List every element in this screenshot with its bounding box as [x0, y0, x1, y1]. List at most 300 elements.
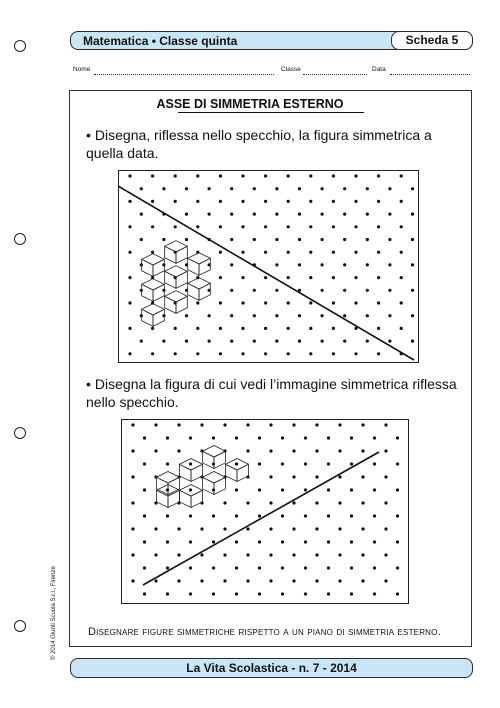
cube-face — [153, 284, 164, 301]
grid-dot — [189, 462, 192, 465]
grid-dot — [321, 213, 324, 216]
grid-dot — [292, 579, 295, 582]
grid-dot — [350, 436, 353, 439]
grid-dot — [366, 289, 369, 292]
grid-dot — [235, 488, 238, 491]
grid-dot — [304, 540, 307, 543]
mirror-axis-2 — [143, 452, 379, 585]
cube-face — [142, 309, 153, 326]
grid-dot — [388, 340, 391, 343]
grid-dot — [151, 352, 154, 355]
grid-dot — [196, 225, 199, 228]
cube-face — [142, 254, 165, 265]
grid-dot — [162, 289, 165, 292]
grid-dot — [166, 488, 169, 491]
cube-face — [153, 259, 164, 276]
grid-dot — [258, 592, 261, 595]
grid-dot — [131, 449, 134, 452]
grid-dot — [411, 187, 414, 190]
grid-dot — [384, 501, 387, 504]
cube-face — [153, 309, 164, 326]
cube-face — [188, 278, 211, 289]
grid-dot — [131, 423, 134, 426]
grid-dot — [332, 200, 335, 203]
grid-dot — [223, 579, 226, 582]
grid-dot — [411, 340, 414, 343]
grid-dot — [151, 225, 154, 228]
grid-dot — [309, 327, 312, 330]
dot-grid-2[interactable] — [121, 419, 409, 604]
cube-face — [176, 271, 187, 288]
grid-2-border — [122, 420, 409, 604]
grid-dot — [235, 592, 238, 595]
punch-hole — [14, 40, 26, 52]
grid-dot — [253, 213, 256, 216]
name-field[interactable] — [94, 74, 274, 75]
grid-dot — [264, 225, 267, 228]
grid-dot — [366, 263, 369, 266]
grid-dot — [212, 436, 215, 439]
grid-dot — [338, 553, 341, 556]
punch-hole — [14, 620, 26, 632]
grid-dot — [166, 462, 169, 465]
grid-dot — [219, 327, 222, 330]
grid-dot — [212, 566, 215, 569]
grid-dot — [388, 263, 391, 266]
grid-dot — [377, 301, 380, 304]
grid-dot — [200, 423, 203, 426]
grid-dot — [361, 423, 364, 426]
grid-dot — [281, 488, 284, 491]
grid-dot — [223, 527, 226, 530]
grid-dot — [143, 514, 146, 517]
grid-dot — [177, 449, 180, 452]
grid-dot — [189, 540, 192, 543]
grid-dot — [269, 553, 272, 556]
instruction-2 — [86, 375, 466, 411]
grid-dot — [140, 314, 143, 317]
grid-dot — [196, 352, 199, 355]
cube-face — [165, 266, 188, 277]
grid-dot — [373, 566, 376, 569]
grid-dot — [396, 436, 399, 439]
grid-dot — [208, 314, 211, 317]
grid-dot — [384, 423, 387, 426]
grid-dot — [343, 263, 346, 266]
grid-dot — [235, 436, 238, 439]
grid-dot — [166, 592, 169, 595]
grid-dot — [411, 263, 414, 266]
grid-dot — [343, 289, 346, 292]
grid-dot — [196, 200, 199, 203]
grid-dot — [304, 566, 307, 569]
cube-face — [237, 464, 249, 481]
grid-dot — [298, 187, 301, 190]
grid-dot — [166, 540, 169, 543]
grid-dot — [343, 213, 346, 216]
grid-dot — [154, 449, 157, 452]
instruction-1 — [86, 126, 466, 162]
grid-dot — [177, 527, 180, 530]
grid-dot — [292, 449, 295, 452]
grid-dot — [241, 225, 244, 228]
grid-dot — [230, 314, 233, 317]
grid-dot — [388, 289, 391, 292]
grid-dot — [212, 514, 215, 517]
grid-dot — [354, 225, 357, 228]
grid-dot — [235, 462, 238, 465]
cube-face — [199, 258, 210, 275]
grid-dot — [384, 553, 387, 556]
cube-face — [214, 477, 226, 494]
grid-dot — [350, 540, 353, 543]
dot-grid-1[interactable] — [118, 170, 419, 363]
cube-face — [157, 477, 169, 494]
exercise-title: ASSE DI SIMMETRIA ESTERNO — [156, 97, 344, 111]
grid-dot — [185, 213, 188, 216]
grid-dot — [264, 174, 267, 177]
grid-dot — [350, 488, 353, 491]
grid-dot — [219, 276, 222, 279]
grid-dot — [177, 423, 180, 426]
grid-dot — [343, 340, 346, 343]
grid-dot — [315, 501, 318, 504]
grid-dot — [388, 238, 391, 241]
grid-dot — [321, 187, 324, 190]
grid-dot — [275, 340, 278, 343]
grid-dot — [166, 514, 169, 517]
grid-dot — [396, 514, 399, 517]
grid-dot — [388, 314, 391, 317]
grid-dot — [246, 527, 249, 530]
grid-dot — [269, 501, 272, 504]
grid-dot — [196, 327, 199, 330]
grid-dot — [361, 475, 364, 478]
grid-dot — [253, 289, 256, 292]
grid-dot — [162, 187, 165, 190]
grid-dot — [185, 187, 188, 190]
grid-dot — [327, 592, 330, 595]
grid-dot — [384, 579, 387, 582]
grid-dot — [350, 566, 353, 569]
grid-dot — [332, 301, 335, 304]
mirror-axis-1 — [118, 186, 414, 360]
grid-dot — [177, 553, 180, 556]
grid-dot — [338, 449, 341, 452]
grid-dot — [298, 213, 301, 216]
cube-face — [226, 464, 238, 481]
cube-face — [203, 446, 226, 458]
grid-dot — [327, 566, 330, 569]
grid-dot — [275, 238, 278, 241]
grid-dot — [143, 566, 146, 569]
grid-dot — [128, 251, 131, 254]
grid-dot — [131, 501, 134, 504]
grid-dot — [154, 423, 157, 426]
grid-dot — [287, 200, 290, 203]
grid-dot — [384, 527, 387, 530]
grid-dot — [400, 301, 403, 304]
grid-dot — [275, 263, 278, 266]
grid-dot — [350, 462, 353, 465]
class-field[interactable] — [303, 74, 367, 75]
grid-dot — [281, 436, 284, 439]
grid-dot — [373, 436, 376, 439]
date-field[interactable] — [390, 74, 470, 75]
grid-dot — [219, 301, 222, 304]
grid-dot — [140, 289, 143, 292]
grid-dot — [230, 289, 233, 292]
grid-dot — [332, 174, 335, 177]
grid-dot — [131, 579, 134, 582]
grid-dot — [343, 238, 346, 241]
grid-dot — [298, 238, 301, 241]
cube-face — [180, 464, 192, 481]
grid-dot — [241, 251, 244, 254]
grid-dot — [174, 327, 177, 330]
grid-dot — [298, 314, 301, 317]
grid-dot — [212, 462, 215, 465]
grid-dot — [258, 514, 261, 517]
grid-dot — [128, 352, 131, 355]
grid-dot — [200, 553, 203, 556]
grid-dot — [196, 301, 199, 304]
date-label: Data — [372, 66, 386, 73]
grid-dot — [309, 200, 312, 203]
exercise-caption: Disegnare figure simmetriche rispetto a un piano di simmetria esterno. — [88, 626, 441, 638]
grid-dot — [366, 238, 369, 241]
grid-dot — [208, 213, 211, 216]
grid-dot — [128, 174, 131, 177]
grid-dot — [396, 462, 399, 465]
grid-dot — [269, 475, 272, 478]
grid-dot — [189, 566, 192, 569]
grid-dot — [230, 187, 233, 190]
cube-face — [165, 291, 188, 302]
grid-dot — [253, 340, 256, 343]
grid-dot — [292, 475, 295, 478]
cube-face — [142, 284, 153, 301]
grid-dot — [281, 592, 284, 595]
grid-dot — [354, 276, 357, 279]
grid-dot — [235, 514, 238, 517]
grid-dot — [304, 514, 307, 517]
name-label: Nome — [73, 66, 91, 73]
bullet-icon: • — [86, 127, 91, 143]
cube-face — [142, 304, 165, 315]
cube-face — [168, 477, 180, 494]
grid-dot — [343, 187, 346, 190]
grid-dot — [343, 314, 346, 317]
punch-hole — [14, 233, 26, 245]
grid-dot — [140, 340, 143, 343]
grid-dot — [315, 475, 318, 478]
grid-dot — [321, 289, 324, 292]
grid-dot — [411, 213, 414, 216]
grid-dot — [264, 352, 267, 355]
title-underline — [178, 112, 364, 113]
grid-dot — [269, 423, 272, 426]
grid-dot — [373, 488, 376, 491]
grid-dot — [315, 449, 318, 452]
grid-dot — [208, 340, 211, 343]
grid-dot — [189, 436, 192, 439]
grid-dot — [384, 449, 387, 452]
grid-dot — [140, 263, 143, 266]
grid-dot — [292, 501, 295, 504]
grid-dot — [396, 592, 399, 595]
grid-dot — [350, 592, 353, 595]
grid-dot — [253, 314, 256, 317]
grid-dot — [327, 436, 330, 439]
grid-dot — [241, 327, 244, 330]
grid-dot — [128, 200, 131, 203]
grid-dot — [304, 592, 307, 595]
grid-dot — [131, 527, 134, 530]
grid-dot — [304, 488, 307, 491]
grid-dot — [396, 566, 399, 569]
grid-dot — [140, 213, 143, 216]
grid-dot — [361, 449, 364, 452]
grid-dot — [219, 352, 222, 355]
grid-dot — [281, 462, 284, 465]
grid-dot — [327, 488, 330, 491]
grid-dot — [128, 276, 131, 279]
grid-dot — [151, 251, 154, 254]
grid-dot — [241, 301, 244, 304]
grid-dot — [154, 553, 157, 556]
grid-dot — [338, 423, 341, 426]
grid-dot — [373, 514, 376, 517]
grid-dot — [400, 276, 403, 279]
cube-face — [165, 296, 176, 313]
cube-face — [203, 477, 215, 494]
grid-dot — [246, 579, 249, 582]
grid-dot — [264, 276, 267, 279]
cube-face — [188, 253, 211, 264]
grid-dot — [350, 514, 353, 517]
grid-dot — [174, 225, 177, 228]
grid-dot — [143, 462, 146, 465]
grid-dot — [223, 423, 226, 426]
grid-dot — [258, 436, 261, 439]
grid-dot — [143, 488, 146, 491]
grid-dot — [246, 553, 249, 556]
cube-face — [157, 490, 169, 507]
copyright-note: © 2014 Giunti Scuola S.r.l., Firenze — [51, 566, 57, 660]
grid-dot — [258, 540, 261, 543]
grid-dot — [189, 592, 192, 595]
grid-dot — [235, 566, 238, 569]
cube-face — [142, 279, 165, 290]
grid-dot — [253, 238, 256, 241]
grid-dot — [332, 276, 335, 279]
grid-dot — [309, 301, 312, 304]
cube-face — [157, 472, 180, 484]
grid-dot — [388, 213, 391, 216]
grid-dot — [361, 553, 364, 556]
grid-dot — [304, 436, 307, 439]
grid-dot — [241, 276, 244, 279]
grid-dot — [373, 462, 376, 465]
cube-face — [188, 283, 199, 300]
cube-face — [214, 451, 226, 468]
grid-dot — [373, 592, 376, 595]
grid-dot — [377, 200, 380, 203]
grid-dot — [361, 579, 364, 582]
grid-dot — [151, 327, 154, 330]
grid-dot — [269, 449, 272, 452]
grid-dot — [373, 540, 376, 543]
grid-dot — [162, 238, 165, 241]
grid-dot — [241, 174, 244, 177]
grid-dot — [212, 540, 215, 543]
grid-dot — [354, 251, 357, 254]
grid-dot — [253, 187, 256, 190]
grid-dot — [354, 301, 357, 304]
grid-dot — [275, 213, 278, 216]
grid-dot — [185, 314, 188, 317]
grid-dot — [128, 301, 131, 304]
grid-dot — [292, 527, 295, 530]
grid-dot — [411, 314, 414, 317]
grid-dot — [151, 200, 154, 203]
bullet-icon: • — [86, 376, 91, 392]
grid-dot — [154, 579, 157, 582]
grid-dot — [174, 200, 177, 203]
grid-dot — [196, 174, 199, 177]
grid-dot — [309, 276, 312, 279]
grid-dot — [377, 352, 380, 355]
grid-dot — [377, 276, 380, 279]
cube-face — [165, 246, 176, 263]
grid-dot — [223, 553, 226, 556]
grid-dot — [396, 540, 399, 543]
grid-dot — [166, 566, 169, 569]
grid-dot — [354, 174, 357, 177]
cube-face — [191, 464, 203, 481]
cube-face — [176, 296, 187, 313]
grid-dot — [230, 340, 233, 343]
grid-dot — [128, 225, 131, 228]
grid-dot — [366, 213, 369, 216]
grid-dot — [384, 475, 387, 478]
grid-dot — [361, 527, 364, 530]
subject-title: Matematica • Classe quinta — [83, 34, 238, 48]
grid-dot — [309, 174, 312, 177]
grid-dot — [354, 200, 357, 203]
grid-dot — [151, 174, 154, 177]
grid-dot — [400, 174, 403, 177]
cube-face — [142, 259, 153, 276]
grid-dot — [411, 238, 414, 241]
punch-hole — [14, 427, 26, 439]
grid-dot — [298, 263, 301, 266]
grid-dot — [143, 540, 146, 543]
grid-dot — [315, 527, 318, 530]
grid-dot — [258, 566, 261, 569]
grid-dot — [241, 352, 244, 355]
grid-dot — [269, 579, 272, 582]
cube-face — [188, 258, 199, 275]
grid-dot — [304, 462, 307, 465]
grid-dot — [230, 263, 233, 266]
grid-dot — [377, 225, 380, 228]
class-label: Classe — [281, 66, 301, 73]
grid-dot — [264, 327, 267, 330]
grid-dot — [208, 187, 211, 190]
grid-dot — [143, 592, 146, 595]
